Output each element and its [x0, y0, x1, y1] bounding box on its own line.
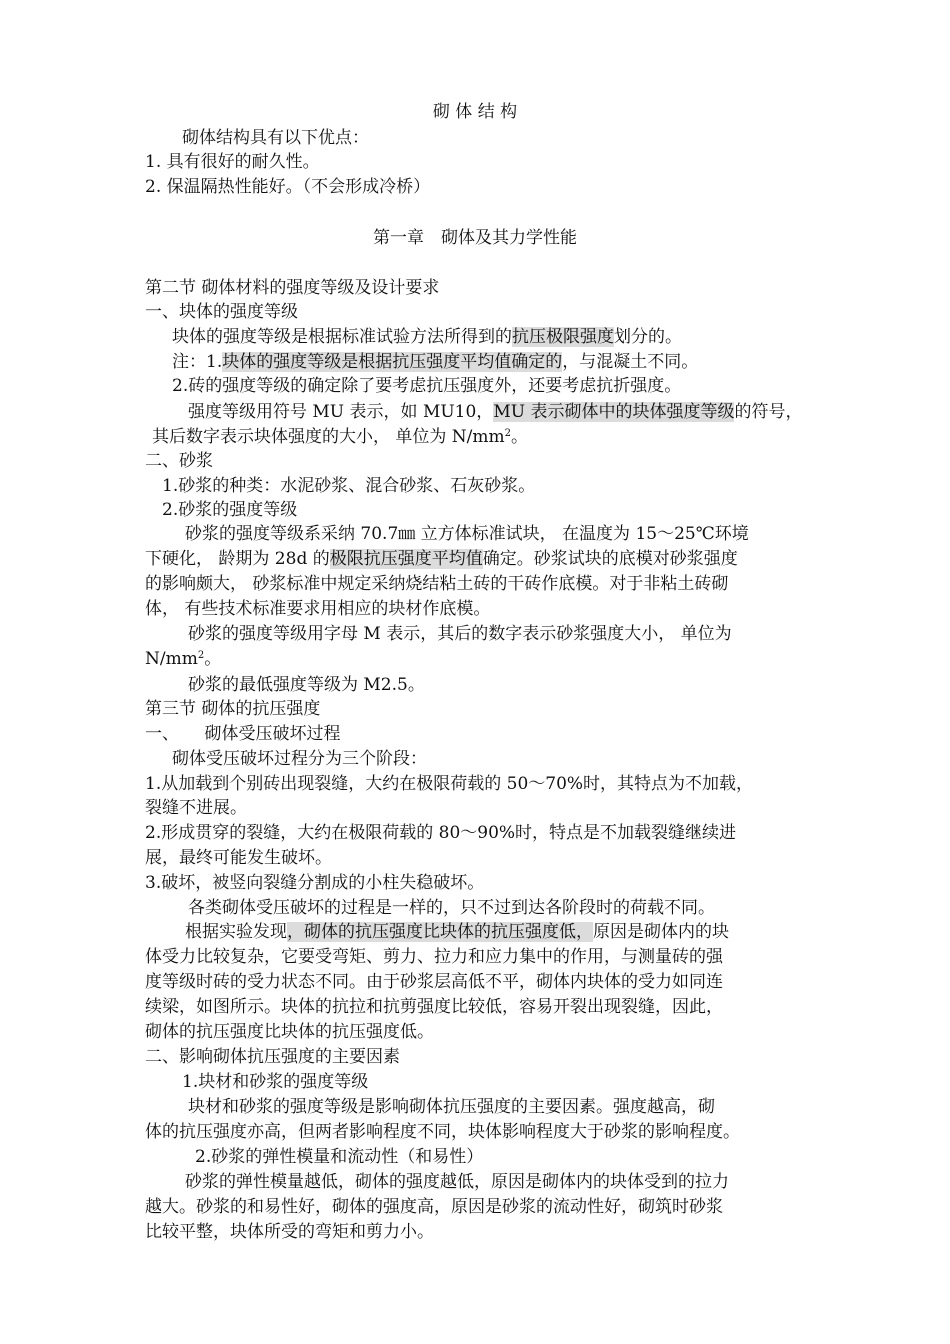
mortar-min-grade: 砂浆的最低强度等级为 M2.5。	[188, 675, 425, 695]
stage-1-line-1: 1.从加载到个别砖出现裂缝，大约在极限荷载的 50～70%时，其特点为不加载，	[145, 774, 754, 794]
mortar-heading: 二、砂浆	[145, 451, 213, 471]
mortar-paragraph-line-1: 砂浆的强度等级系采纳 70.7㎜ 立方体标准试块， 在温度为 15～25℃环境	[185, 524, 749, 544]
block-strength-paragraph: 块体的强度等级是根据标准试验方法所得到的抗压极限强度划分的。	[172, 327, 682, 347]
section-3-heading: 第三节 砌体的抗压强度	[145, 699, 321, 719]
mortar-grade-line-1: 砂浆的强度等级用字母 M 表示，其后的数字表示砂浆强度大小， 单位为	[188, 624, 732, 644]
factor-1-line-2: 体的抗压强度亦高，但两者影响程度不同，块体影响程度大于砂浆的影响程度。	[145, 1122, 740, 1142]
chapter-title: 第一章 砌体及其力学性能	[373, 228, 577, 248]
stage-2-line-2: 展，最终可能发生破坏。	[145, 848, 332, 868]
experiment-line-3: 度等级时砖的受力状态不同。由于砂浆层高低不平，砌体内块体的受力如同连	[145, 972, 723, 992]
factors-heading: 二、影响砌体抗压强度的主要因素	[145, 1047, 400, 1067]
failure-process-heading: 一、 砌体受压破坏过程	[145, 724, 341, 744]
mortar-types: 1.砂浆的种类：水泥砂浆、混合砂浆、石灰砂浆。	[162, 476, 536, 496]
advantage-2: 2. 保温隔热性能好。（不会形成冷桥）	[145, 177, 431, 197]
experiment-line-5: 砌体的抗压强度比块体的抗压强度低。	[145, 1022, 434, 1042]
factor-1-heading: 1.块材和砂浆的强度等级	[182, 1072, 369, 1092]
failure-stages-intro: 砌体受压破坏过程分为三个阶段：	[172, 749, 427, 769]
note-1: 注：1.块体的强度等级是根据抗压强度平均值确定的，与混凝土不同。	[172, 352, 699, 372]
factor-1-line-1: 块材和砂浆的强度等级是影响砌体抗压强度的主要因素。强度越高，砌	[188, 1097, 715, 1117]
highlight: 块体的强度等级是根据抗压强度平均值确定的	[222, 352, 563, 372]
mortar-strength-heading: 2.砂浆的强度等级	[162, 500, 298, 520]
mortar-grade-line-2: $N/mm^2$。	[145, 649, 222, 669]
section-2-heading: 第二节 砌体材料的强度等级及设计要求	[145, 278, 440, 298]
failure-note: 各类砌体受压破坏的过程是一样的，只不过到达各阶段时的荷载不同。	[188, 898, 715, 918]
experiment-line-2: 体受力比较复杂，它要受弯矩、剪力、拉力和应力集中的作用，与测量砖的强	[145, 947, 723, 967]
factor-2-line-1: 砂浆的弹性模量越低，砌体的强度越低，原因是砌体内的块体受到的拉力	[185, 1172, 729, 1192]
highlight: ，砌体的抗压强度比块体的抗压强度低，	[287, 922, 593, 942]
block-strength-heading: 一、块体的强度等级	[145, 302, 298, 322]
factor-2-heading: 2.砂浆的弹性模量和流动性（和易性）	[195, 1147, 484, 1167]
experiment-line-1: 根据实验发现，砌体的抗压强度比块体的抗压强度低，原因是砌体内的块	[185, 922, 729, 942]
mu-paragraph-line-1: 强度等级用符号 MU 表示，如 MU10，MU 表示砌体中的块体强度等级的符号，	[188, 402, 803, 422]
advantage-1: 1. 具有很好的耐久性。	[145, 152, 320, 172]
mortar-paragraph-line-4: 体， 有些技术标准要求用相应的块材作底模。	[145, 599, 491, 619]
stage-3: 3.破坏，被竖向裂缝分割成的小柱失稳破坏。	[145, 873, 485, 893]
mu-paragraph-line-2: 其后数字表示块体强度的大小， 单位为 $N/mm^2$。	[152, 427, 529, 447]
factor-2-line-3: 比较平整，块体所受的弯矩和剪力小。	[145, 1222, 434, 1242]
mortar-paragraph-line-2: 下硬化， 龄期为 28d 的极限抗压强度平均值确定。砂浆试块的底模对砂浆强度	[145, 549, 738, 569]
highlight: 抗压极限强度	[512, 327, 614, 347]
stage-1-line-2: 裂缝不进展。	[145, 798, 247, 818]
stage-2-line-1: 2.形成贯穿的裂缝，大约在极限荷载的 80～90%时，特点是不加载裂缝继续进	[145, 823, 737, 843]
mortar-paragraph-line-3: 的影响颇大， 砂浆标准中规定采纳烧结粘土砖的干砖作底模。对于非粘土砖砌	[145, 574, 729, 594]
highlight: MU 表示砌体中的块体强度等级	[493, 402, 735, 422]
factor-2-line-2: 越大。砂浆的和易性好，砌体的强度高，原因是砂浆的流动性好，砌筑时砂浆	[145, 1197, 723, 1217]
intro-line: 砌体结构具有以下优点：	[182, 128, 369, 148]
note-2: 2.砖的强度等级的确定除了要考虑抗压强度外，还要考虑抗折强度。	[172, 376, 682, 396]
highlight: 极限抗压强度平均值	[329, 549, 483, 569]
experiment-line-4: 续梁，如图所示。块体的抗拉和抗剪强度比较低，容易开裂出现裂缝，因此，	[145, 997, 723, 1017]
document-title: 砌 体 结 构	[432, 102, 518, 122]
